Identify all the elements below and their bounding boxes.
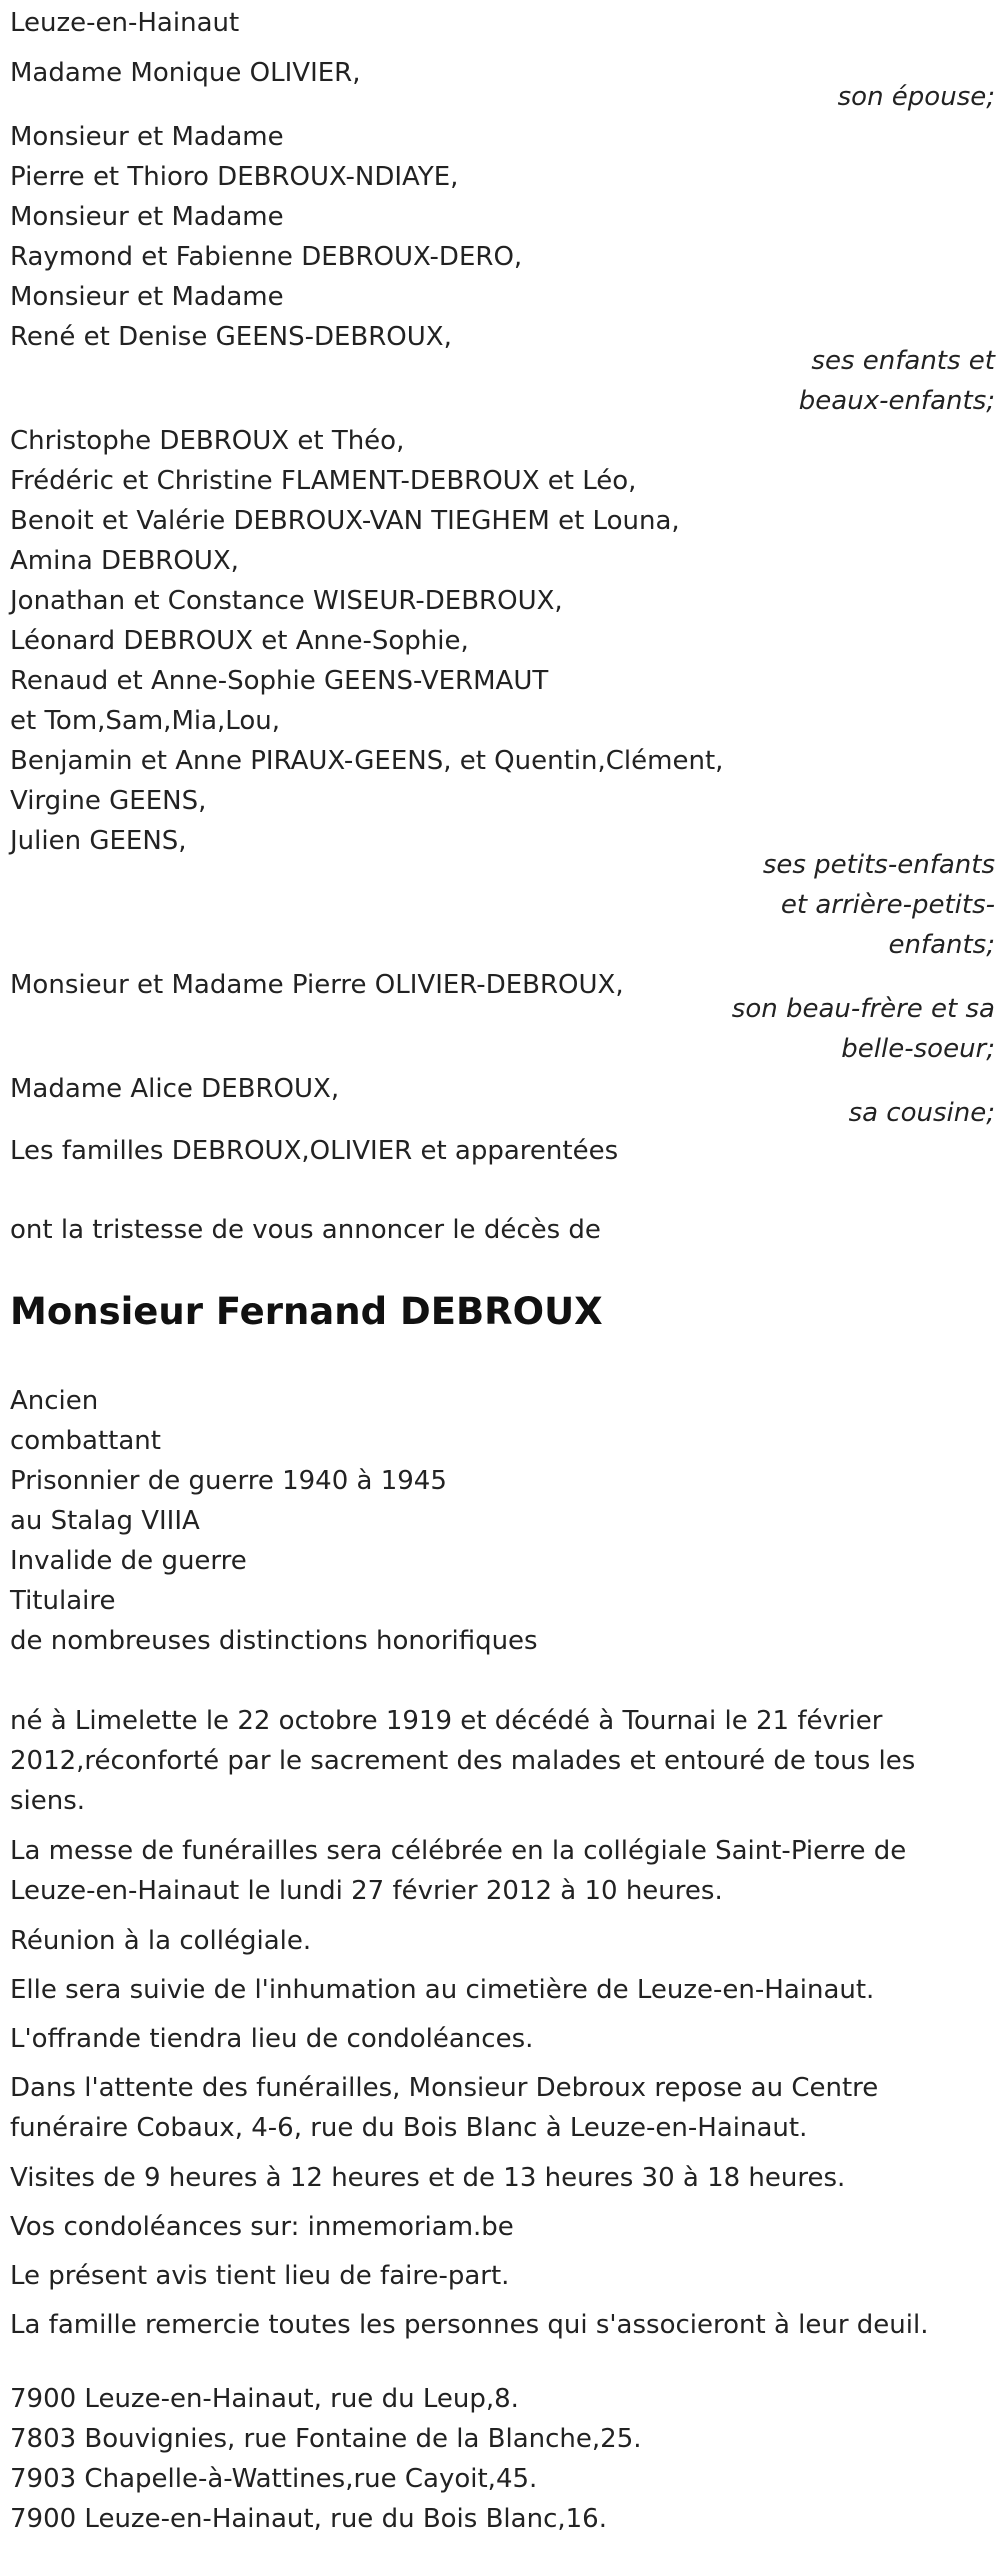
relative-line: René et Denise GEENS-DEBROUX, xyxy=(10,322,452,352)
funeral-mass-line: La messe de funérailles sera célébrée en la collégiale Saint-Pierre de xyxy=(10,1836,907,1866)
address-line: 7900 Leuze-en-Hainaut, rue du Leup,8. xyxy=(10,2384,519,2414)
location: Leuze-en-Hainaut xyxy=(10,8,240,38)
relative-line: Monsieur et Madame xyxy=(10,282,284,312)
relative-line: Monsieur et Madame xyxy=(10,122,284,152)
relative-line: Raymond et Fabienne DEBROUX-DERO, xyxy=(10,242,523,272)
funeral-mass-line: Leuze-en-Hainaut le lundi 27 février 2012 à 10 heures. xyxy=(10,1876,723,1906)
meeting-line: Réunion à la collégiale. xyxy=(10,1926,312,1956)
relative-line: Jonathan et Constance WISEUR-DEBROUX, xyxy=(10,586,563,616)
title-line: au Stalag VIIIA xyxy=(10,1506,200,1536)
thanks-line: La famille remercie toutes les personnes qui s'associeront à leur deuil. xyxy=(10,2310,929,2340)
burial-line: Elle sera suivie de l'inhumation au cimetière de Leuze-en-Hainaut. xyxy=(10,1975,875,2005)
relation-label: beaux-enfants; xyxy=(798,386,995,416)
title-line: Ancien xyxy=(10,1386,99,1416)
relative-line: et Tom,Sam,Mia,Lou, xyxy=(10,706,280,736)
relation-label: son beau-frère et sa xyxy=(731,994,995,1024)
relation-label: enfants; xyxy=(888,930,995,960)
birth-death-line: 2012,réconforté par le sacrement des malades et entouré de tous les xyxy=(10,1746,916,1776)
announcement: ont la tristesse de vous annoncer le décès de xyxy=(10,1215,601,1245)
relation-label: et arrière-petits- xyxy=(780,890,995,920)
relative-line: Frédéric et Christine FLAMENT-DEBROUX et Léo, xyxy=(10,466,637,496)
relative-line: Julien GEENS, xyxy=(10,826,187,856)
relative-line: Monsieur et Madame Pierre OLIVIER-DEBROUX, xyxy=(10,970,624,1000)
birth-death-line: siens. xyxy=(10,1786,86,1816)
relative-line: Benjamin et Anne PIRAUX-GEENS, et Quentin,Clément, xyxy=(10,746,724,776)
rest-place-line: Dans l'attente des funérailles, Monsieur Debroux repose au Centre xyxy=(10,2073,879,2103)
relation-label: ses enfants et xyxy=(811,346,995,376)
relation-label: son épouse; xyxy=(837,82,995,112)
title-line: combattant xyxy=(10,1426,161,1456)
visits-line: Visites de 9 heures à 12 heures et de 13 heures 30 à 18 heures. xyxy=(10,2163,846,2193)
relative-line: Pierre et Thioro DEBROUX-NDIAYE, xyxy=(10,162,459,192)
rest-place-line: funéraire Cobaux, 4-6, rue du Bois Blanc à Leuze-en-Hainaut. xyxy=(10,2113,808,2143)
relative-line: Benoit et Valérie DEBROUX-VAN TIEGHEM et Louna, xyxy=(10,506,680,536)
birth-death-line: né à Limelette le 22 octobre 1919 et décédé à Tournai le 21 février xyxy=(10,1706,883,1736)
deceased-name: Monsieur Fernand DEBROUX xyxy=(10,1290,603,1333)
address-line: 7900 Leuze-en-Hainaut, rue du Bois Blanc,16. xyxy=(10,2504,607,2534)
notice-line: Le présent avis tient lieu de faire-part. xyxy=(10,2261,510,2291)
relative-line: Léonard DEBROUX et Anne-Sophie, xyxy=(10,626,469,656)
address-line: 7803 Bouvignies, rue Fontaine de la Blanche,25. xyxy=(10,2424,642,2454)
title-line: Titulaire xyxy=(10,1586,116,1616)
relative-line: Virgine GEENS, xyxy=(10,786,207,816)
relative-line: Christophe DEBROUX et Théo, xyxy=(10,426,405,456)
relative-line: Amina DEBROUX, xyxy=(10,546,239,576)
title-line: de nombreuses distinctions honorifiques xyxy=(10,1626,538,1656)
relative-line: Monsieur et Madame xyxy=(10,202,284,232)
title-line: Invalide de guerre xyxy=(10,1546,247,1576)
relation-label: ses petits-enfants xyxy=(762,850,995,880)
offering-line: L'offrande tiendra lieu de condoléances. xyxy=(10,2024,534,2054)
address-line: 7903 Chapelle-à-Wattines,rue Cayoit,45. xyxy=(10,2464,538,2494)
relation-label: sa cousine; xyxy=(848,1098,995,1128)
relative-line: Renaud et Anne-Sophie GEENS-VERMAUT xyxy=(10,666,549,696)
title-line: Prisonnier de guerre 1940 à 1945 xyxy=(10,1466,447,1496)
relative-line: Madame Monique OLIVIER, xyxy=(10,58,361,88)
relative-line: Madame Alice DEBROUX, xyxy=(10,1074,340,1104)
condolences-line: Vos condoléances sur: inmemoriam.be xyxy=(10,2212,514,2242)
relation-label: belle-soeur; xyxy=(841,1034,995,1064)
families-line: Les familles DEBROUX,OLIVIER et apparentées xyxy=(10,1136,619,1166)
